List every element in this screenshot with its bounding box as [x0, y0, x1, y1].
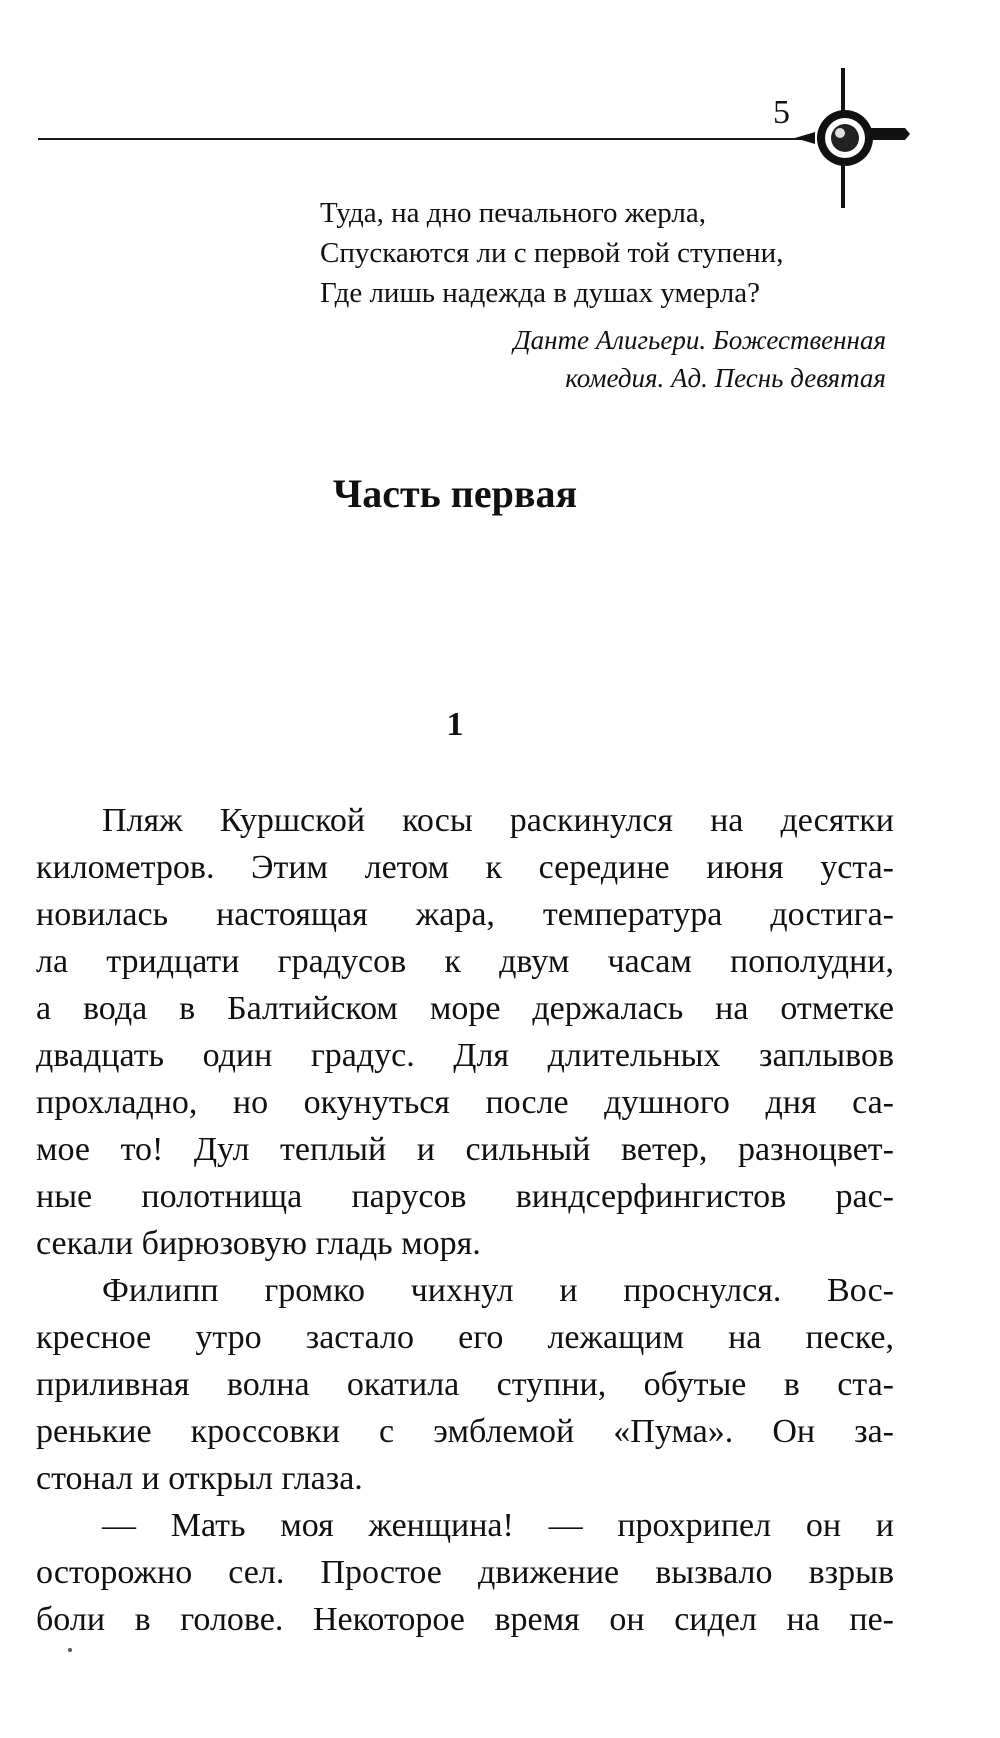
text-line: секали бирюзовую гладь моря. — [36, 1225, 481, 1262]
epigraph-line: Спускаются ли с первой той ступени, — [320, 237, 784, 269]
text-line: — Мать моя женщина! — прохрипел он и — [102, 1507, 894, 1544]
header-rule — [38, 138, 808, 140]
epigraph-attribution — [320, 321, 890, 397]
text-line: кресное утро застало его лежащим на песке, — [36, 1319, 894, 1356]
text-line: ные полотнища парусов виндсерфингистов рас- — [36, 1178, 894, 1215]
text-line: а вода в Балтийском море держалась на отметке — [36, 990, 894, 1027]
text-line: прохладно, но окунуться после душного дня са- — [36, 1084, 894, 1121]
epigraph-line: Туда, на дно печального жерла, — [320, 197, 706, 229]
text-line: ренькие кроссовки с эмблемой «Пума». Он за- — [36, 1413, 894, 1450]
text-line: новилась настоящая жара, температура достига- — [36, 896, 894, 933]
page-number: 5 — [773, 94, 790, 131]
text-line: двадцать один градус. Для длительных заплывов — [36, 1037, 894, 1074]
paragraph — [36, 1267, 894, 1502]
text-line: километров. Этим летом к середине июня уста- — [36, 849, 894, 886]
text-line: мое то! Дул теплый и сильный ветер, разноцвет- — [36, 1131, 894, 1168]
body-text — [36, 797, 894, 1643]
text-line: боли в голове. Некоторое время он сидел на пе- — [36, 1601, 894, 1638]
paragraph — [36, 1502, 894, 1643]
text-line: осторожно сел. Простое движение вызвало взрыв — [36, 1554, 894, 1591]
epigraph-line: Где лишь надежда в душах умерла? — [320, 277, 761, 309]
text-line: приливная волна окатила ступни, обутые в ста- — [36, 1366, 894, 1403]
epigraph — [320, 193, 890, 397]
text-line: Пляж Куршской косы раскинулся на десятки — [102, 802, 894, 839]
paragraph — [36, 797, 894, 1267]
text-line: ла тридцати градусов к двум часам пополудни, — [36, 943, 894, 980]
crosshair-reel-icon — [795, 68, 915, 208]
attribution-line: Данте Алигьери. Божественная — [513, 325, 886, 355]
text-line: стонал и открыл глаза. — [36, 1460, 363, 1497]
text-line: Филипп громко чихнул и проснулся. Вос- — [102, 1272, 894, 1309]
part-title: Часть первая — [332, 471, 578, 516]
print-speck — [68, 1648, 72, 1652]
attribution-line: комедия. Ад. Песнь девятая — [565, 363, 886, 393]
chapter-number: 1 — [446, 706, 464, 743]
